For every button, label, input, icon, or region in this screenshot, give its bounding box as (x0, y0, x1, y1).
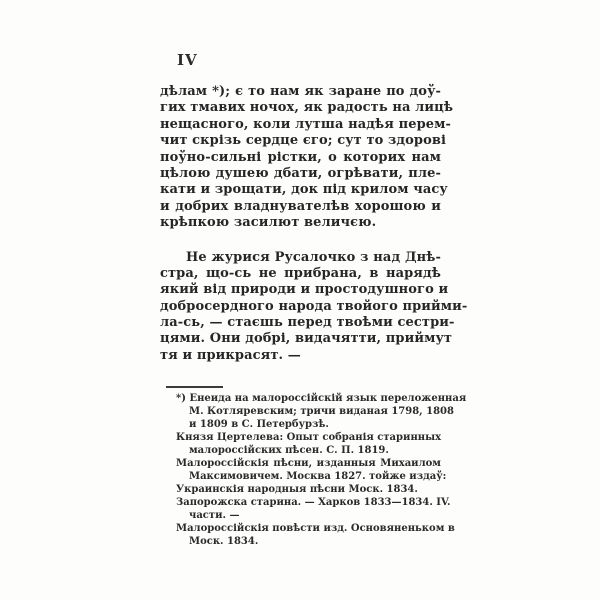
text-line: кати и зрощати, док під крилом часу (160, 182, 448, 198)
paragraph (160, 84, 454, 232)
text-line: дѣлам *); є то нам як заране по доў- (160, 84, 441, 99)
footnote-line: малороссійских пѣсен. С. П. 1819. (189, 445, 389, 456)
page-number: IV (177, 51, 198, 69)
text-line: цѣлою душею дбати, огрѣвати, пле- (160, 165, 441, 181)
footnotes-section (176, 392, 467, 548)
main-text (160, 84, 468, 382)
footnote-line: Малороссійскія повѣсти изд. Основяненьком в (176, 523, 455, 534)
footnote-line: и 1809 в С. Петербурзѣ. (189, 419, 329, 430)
text-line: тя и прикрасят. — (160, 347, 301, 363)
text-line: який від природи и простодушного и (160, 282, 449, 298)
text-line: цями. Они добрі, видачятти, приймут (160, 331, 453, 347)
footnote-line: Запорожска старина. — Харков 1833—1834. IV. (176, 497, 451, 508)
footnote-entry (176, 392, 467, 431)
text-line: Не журися Русалочко з над Днѣ- (186, 249, 441, 265)
footnote-line: Максимовичем. Москва 1827. тойже издаў: (189, 471, 447, 482)
text-line: стра, що-сь не прибрана, в нарядѣ (160, 265, 441, 281)
footnote-separator-rule (166, 386, 223, 388)
footnote-entry (176, 457, 447, 483)
text-line: нещасного, коли лутша надѣя перем- (160, 116, 452, 132)
footnote-line: М. Котляревским; тричи виданая 1798, 1808 (189, 406, 454, 417)
footnote-line: Малороссійскія пѣсни, изданныя Михаилом (176, 458, 441, 469)
footnote-line: части. — (189, 510, 240, 521)
footnote-entry (176, 496, 451, 522)
paragraph (160, 249, 468, 365)
text-line: чит скрізь сердце єго; сут то здорові (160, 133, 447, 149)
text-line: добросердного народа твойого прийми- (160, 298, 468, 314)
text-line: и добрих владнувателѣв хорошою и (160, 198, 441, 214)
text-line: поўно-сильні рістки, о которих нам (160, 149, 441, 165)
footnote-entry (176, 431, 441, 457)
footnote-line: Князя Цертелева: Опыт собранія старинных (176, 432, 442, 443)
footnote-entry (176, 522, 455, 548)
footnote-entry (176, 483, 441, 496)
text-line: ла-сь, — стаєшь перед твоѣми сестри- (160, 315, 455, 331)
text-line: крѣпкою засилют величєю. (160, 215, 377, 231)
text-line: гих тмавих ночох, як радость на лицѣ (160, 100, 454, 116)
footnote-line: *) Енеида на малороссійскій язык переложенная (176, 393, 467, 404)
footnote-line: Моск. 1834. (189, 536, 259, 547)
footnote-line: Украинскія народныя пѣсни Моск. 1834. (176, 484, 418, 495)
